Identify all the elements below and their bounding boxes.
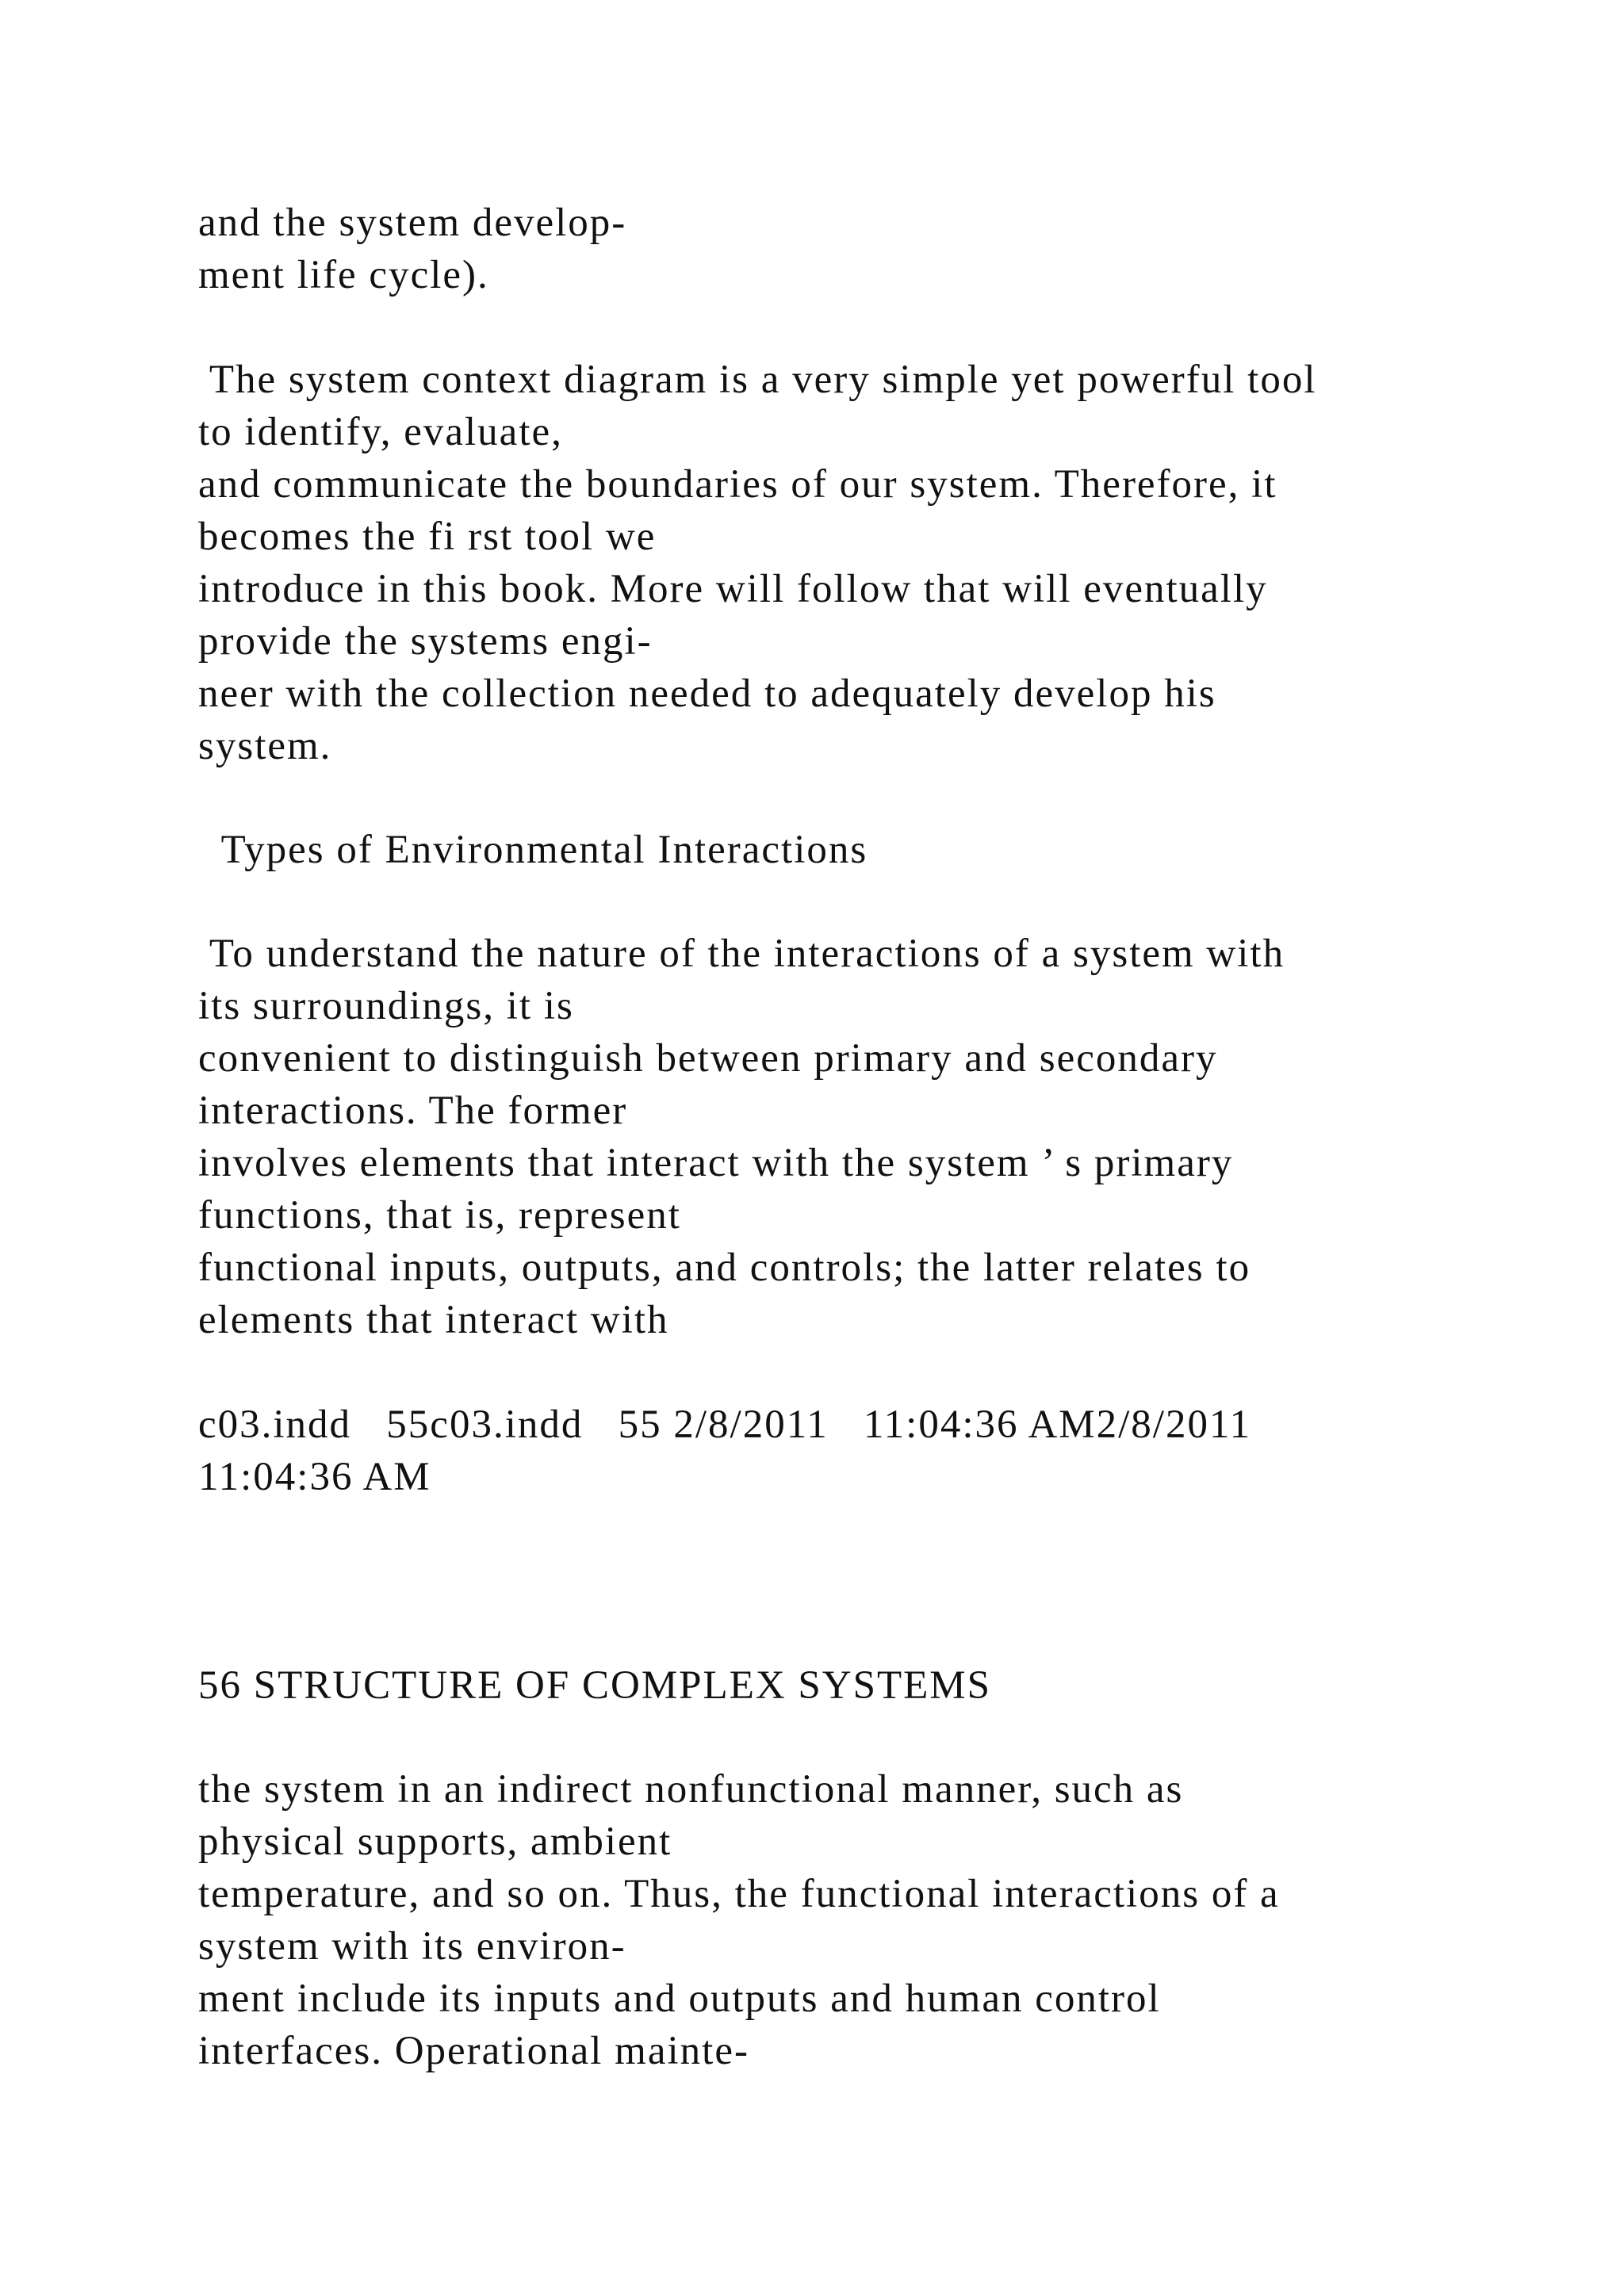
paragraph-line: and communicate the boundaries of our system. Therefore, it bbox=[198, 462, 1277, 507]
paragraph-line: interactions. The former bbox=[198, 1089, 628, 1133]
paragraph-line: elements that interact with bbox=[198, 1298, 669, 1342]
running-header: 56 STRUCTURE OF COMPLEX SYSTEMS bbox=[198, 1663, 991, 1708]
paragraph-line: functional inputs, outputs, and controls; the latter relates to bbox=[198, 1246, 1251, 1290]
paragraph-line: physical supports, ambient bbox=[198, 1820, 672, 1864]
paragraph-line: convenient to distinguish between primary and secondary bbox=[198, 1036, 1218, 1081]
print-slug: c03.indd 55c03.indd 55 2/8/2011 11:04:36 AM2/8/2011 bbox=[198, 1402, 1252, 1447]
paragraph-line: functions, that is, represent bbox=[198, 1193, 681, 1238]
paragraph-line: system with its environ- bbox=[198, 1924, 626, 1969]
paragraph-line: temperature, and so on. Thus, the functional interactions of a bbox=[198, 1872, 1280, 1916]
paragraph-line: to identify, evaluate, bbox=[198, 410, 563, 454]
paragraph-line: provide the systems engi- bbox=[198, 619, 653, 664]
paragraph-line: system. bbox=[198, 724, 332, 768]
section-heading: Types of Environmental Interactions bbox=[198, 828, 868, 872]
paragraph-line: neer with the collection needed to adequately develop his bbox=[198, 672, 1216, 716]
paragraph-line: To understand the nature of the interactions of a system with bbox=[198, 932, 1285, 976]
print-slug: 11:04:36 AM bbox=[198, 1455, 431, 1499]
paragraph-line: involves elements that interact with the system ’ s primary bbox=[198, 1141, 1234, 1185]
paragraph-line: The system context diagram is a very simple yet powerful tool bbox=[198, 358, 1317, 402]
paragraph-line: its surroundings, it is bbox=[198, 984, 574, 1028]
paragraph-line: introduce in this book. More will follow that will eventually bbox=[198, 567, 1268, 611]
text-line: ment life cycle). bbox=[198, 253, 489, 297]
paragraph-line: the system in an indirect nonfunctional manner, such as bbox=[198, 1767, 1184, 1812]
text-line: and the system develop- bbox=[198, 201, 627, 245]
paragraph-line: ment include its inputs and outputs and human control bbox=[198, 1976, 1161, 2021]
paragraph-line: interfaces. Operational mainte- bbox=[198, 2029, 749, 2073]
paragraph-line: becomes the fi rst tool we bbox=[198, 515, 657, 559]
